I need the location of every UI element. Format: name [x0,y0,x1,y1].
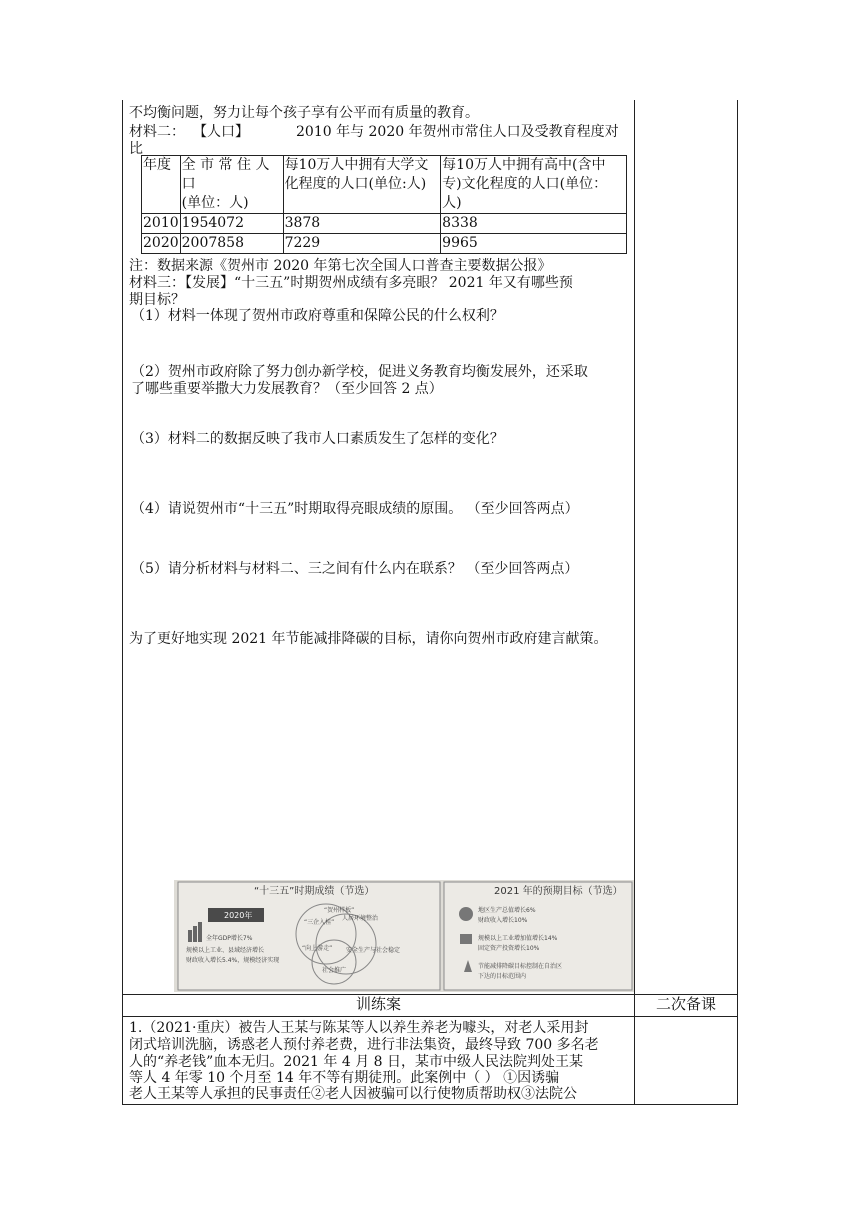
header-year [142,156,181,214]
table-row [142,234,627,254]
question-5: （5）请分析材料与材料二、三之间有什么内在联系？ （至少回答两点） [131,561,579,577]
header-population [180,156,283,214]
cell-high-school: 8338 [441,214,627,234]
frame-middle-border [634,100,635,1105]
cell-high-school: 9965 [441,234,627,254]
material-two-caption-end: 比 [129,141,143,157]
header-line: 每10万人中拥有高中(含中 [442,157,606,173]
cell-population: 2007858 [180,234,283,254]
photo-year-badge: 2020年 [224,911,253,920]
frame-bottom-line [122,1104,738,1105]
photo-center-item: “贺州样板” [324,907,355,914]
frame-right-border [737,100,738,1105]
cell-year: 2020 [142,234,181,254]
exercise-line: 1.（2021·重庆）被告人王某与陈某等人以养生养老为噱头，对老人采用封 [129,1020,589,1036]
frame-section-bottom-line [122,1016,738,1017]
photo-left-title: “十三五”时期成绩（节选） [254,886,375,897]
header-high-school [441,156,627,214]
exercise-line: 等人 4 年零 10 个月至 14 年不等有期徒刑。此案例中（ ） ①因诱骗 [129,1070,560,1086]
suggestion-prompt: 为了更好地实现 2021 年节能减排降碳的目标，请你向贺州市政府建言献策。 [129,631,608,647]
photo-center-item: “三企入桂” [304,919,335,926]
training-plan-heading: 训练案 [355,995,401,1013]
data-source-note: 注：数据来源《贺州市 2020 年第七次全国人口普查主要数据公报》 [129,258,552,274]
photo-right-item: 节能减排降碳目标控制在自治区 [478,963,563,970]
photo-right-item: 地区生产总值增长6% [478,907,536,914]
material-three-line: 材料三：【发展】“十三五”时期贺州成绩有多亮眼？ 2021 年又有哪些预 [129,275,573,291]
photo-center-item: 人居环境整治 [342,915,379,922]
header-line: 全 市 常 住 人 口 [181,157,270,192]
cell-university: 7229 [283,234,441,254]
question-2-line: 了哪些重要举撒大力发展教育？（至少回答 2 点） [131,381,443,397]
photo-right-item: 规模以上工业增加值增长14% [478,935,558,942]
cell-population: 1954072 [180,214,283,234]
cell-university: 3878 [283,214,441,234]
header-university [283,156,441,214]
second-preparation-heading: 二次备课 [655,995,716,1013]
cell-year: 2010 [142,214,181,234]
material-two-label: 材料二： [129,124,185,140]
header-line: 年度 [143,157,171,173]
table-header-row [142,156,627,214]
exercise-line: 闭式培训洗脑，诱惑老人预付养老费，进行非法集资，最终导致 700 多名老 [129,1037,599,1053]
photo-right-item: 固定资产投资增长10% [478,945,540,952]
question-1: （1）材料一体现了贺州市政府尊重和保障公民的什么权利？ [131,308,504,324]
photo-right-title: 2021 年的预期目标（节选） [494,886,623,897]
exercise-line: 人的“养老钱”血本无归。2021 年 4 月 8 日，某市中级人民法院判处王某 [129,1054,584,1070]
report-photo-svg [174,880,634,992]
material-two-title: 【人口】 [193,124,249,140]
photo-center-item: 社会推广 [322,967,347,974]
header-line: 人) [442,195,462,211]
photo-left-item: 财政收入增长5.4%，规模经济实现 [186,957,280,964]
photo-right-item: 财政收入增长10% [478,917,528,924]
frame-left-border [122,100,123,1105]
report-excerpt-photo [174,880,634,992]
photo-left-item: 全年GDP增长7% [206,935,253,942]
material-three-line: 期目标？ [129,292,185,308]
material-two-caption: 2010 年与 2020 年贺州市常住人口及受教育程度对 [296,124,619,140]
question-4: （4）请说贺州市“十三五”时期取得亮眼成绩的原围。 （至少回答两点） [131,501,579,517]
population-table [141,155,627,254]
header-line: (单位：人) [181,195,249,211]
header-line: 化程度的人口(单位:人) [284,176,427,192]
question-2-line: （2）贺州市政府除了努力创办新学校，促进义务教育均衡发展外，还采取 [131,364,588,380]
exercise-line: 老人王某等人承担的民事责任②老人因被骗可以行使物质帮助权③法院公 [129,1086,577,1102]
photo-left-item: 规模以上工业、县域经济增长 [186,947,265,954]
photo-center-item: “向上游走” [302,945,333,952]
photo-right-item: 下达的目标范围内 [478,973,527,980]
photo-center-item: 安全生产与社会稳定 [346,947,401,954]
header-line: 专)文化程度的人口(单位： [442,176,608,192]
question-3: （3）材料二的数据反映了我市人口素质发生了怎样的变化？ [131,431,504,447]
header-line: 每10万人中拥有大学文 [284,157,429,173]
material-one-ending: 不均衡问题，努力让每个孩子享有公平而有质量的教育。 [129,105,479,121]
table-row [142,214,627,234]
